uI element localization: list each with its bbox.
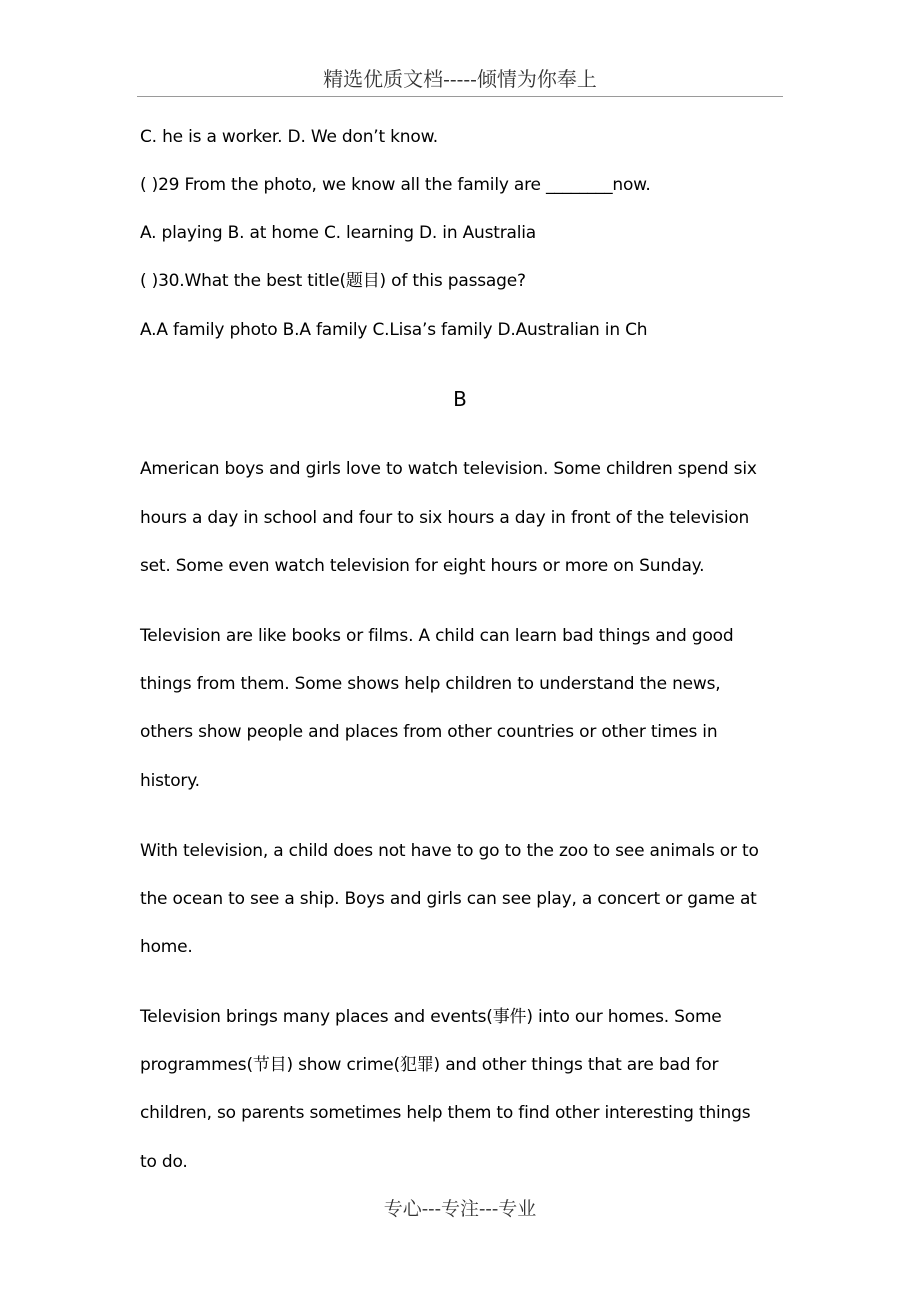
passage-line: the ocean to see a ship. Boys and girls can see play, a concert or game at [140,889,757,909]
passage-line: programmes(节目) show crime(犯罪) and other things that are bad for [140,1055,719,1075]
question-30-stem: ( )30.What the best title(题目) of this passage? [140,271,526,291]
question-28-options-cd: C. he is a worker. D. We don’t know. [140,127,438,147]
passage-line: children, so parents sometimes help them to find other interesting things [140,1103,751,1123]
passage-line: home. [140,937,193,957]
passage-line: set. Some even watch television for eight hours or more on Sunday. [140,556,705,576]
passage-line: Television brings many places and events(事件) into our homes. Some [140,1007,722,1027]
section-heading: B [453,387,467,411]
question-29-stem: ( )29 From the photo, we know all the family are ________now. [140,175,651,195]
passage-line: hours a day in school and four to six hours a day in front of the television [140,508,750,528]
page-header: 精选优质文档-----倾情为你奉上 [137,62,783,97]
passage-line: American boys and girls love to watch television. Some children spend six [140,459,757,479]
passage-line: Television are like books or films. A child can learn bad things and good [140,626,734,646]
page-footer: 专心---专注---专业 [383,1198,537,1220]
question-29-options: A. playing B. at home C. learning D. in Australia [140,223,537,243]
passage-line: history. [140,771,200,791]
passage-line: things from them. Some shows help children to understand the news, [140,674,721,694]
passage-line: With television, a child does not have to go to the zoo to see animals or to [140,841,759,861]
passage-line: others show people and places from other countries or other times in [140,722,718,742]
passage-line: to do. [140,1152,188,1172]
question-30-options: A.A family photo B.A family C.Lisa’s family D.Australian in Ch [140,320,648,340]
